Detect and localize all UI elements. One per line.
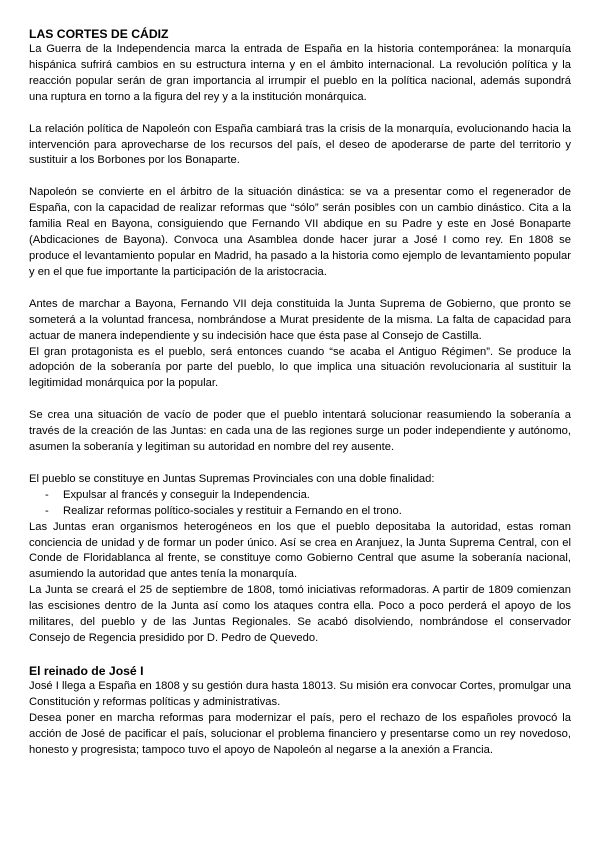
spacer	[29, 281, 571, 297]
spacer	[29, 647, 571, 664]
paragraph-pueblo-protagonista: El gran protagonista es el pueblo, será entonces cuando “se acaba el Antiguo Régimen”. Se produce la adopción de la soberanía por parte del pueblo, lo que implica una situación revolucionaria al sustituir la legitimidad monárquica por la popular.	[29, 345, 571, 390]
paragraph-jose-reformas: Desea poner en marcha reformas para modernizar el país, pero el rechazo de los españoles provocó la acción de José de pacificar el país, solucionar el problema financiero y presentarse como un rey novedoso, honesto y progresista; tampoco tuvo el apoyo de Napoleón al negarse a la anexión a Francia.	[29, 711, 571, 756]
section-heading-jose-i: El reinado de José I	[29, 663, 144, 678]
paragraph-junta-suprema: Antes de marchar a Bayona, Fernando VII deja constituida la Junta Suprema de Gobierno, que pronto se someterá a la voluntad francesa, nombrándose a Murat presidente de la misma. La falta de capacidad para actuar de manera independiente y su indecisión hace que ésta pase al Consejo de Castilla.	[29, 297, 571, 342]
spacer	[29, 169, 571, 185]
paragraph-juntas-provinciales: El pueblo se constituye en Juntas Supremas Provinciales con una doble finalidad:	[29, 472, 435, 485]
list-item: - Realizar reformas político-sociales y restituir a Fernando en el trono.	[45, 504, 571, 520]
goals-list	[29, 488, 571, 520]
paragraph-juntas-heterogeneas: Las Juntas eran organismos heterogéneos en los que el pueblo depositaba la autoridad, estas roman conciencia de unidad y de formar un poder único. Así se crea en Aranjuez, la Junta Suprema Central, con el Conde de Floridablanca al frente, se constituye como Gobierno Central que asume la soberanía nacional, asumiendo la autoridad que antes tenía la monarquía.	[29, 520, 571, 581]
spacer	[29, 456, 571, 472]
list-item: - Expulsar al francés y conseguir la Independencia.	[45, 488, 571, 504]
spacer	[29, 106, 571, 122]
paragraph-napoleon-arbiter: Napoleón se convierte en el árbitro de la situación dinástica: se va a presentar como el regenerador de España, con la capacidad de realizar reformas que “sólo” serán posibles con un cambio dinástico. Cita a la familia Real en Bayona, consiguiendo que Fernando VII abdique en su Padre y este en José Bonaparte (Abdicaciones de Bayona). Convoca una Asamblea donde hacer jurar a José I como rey. En 1808 se produce el levantamiento popular en Madrid, ha pasado a la historia como ejemplo de levantamiento popular y en el que fue importante la participación de la aristocracia.	[29, 186, 571, 278]
paragraph-junta-central: La Junta se creará el 25 de septiembre de 1808, tomó iniciativas reformadoras. A partir de 1809 comienzan las escisiones dentro de la Junta así como los ataques contra ella. Poco a poco perderá el apoyo de los militares, del pueblo y de las Juntas Regionales. Se acabó disolviendo, nombrándose el conservador Consejo de Regencia presidido por D. Pedro de Quevedo.	[29, 584, 571, 644]
paragraph-intro: La Guerra de la Independencia marca la entrada de España en la historia contemporánea: la monarquía hispánica sufrirá cambios en su estructura interna y en el ámbito internacional. La revolución política y la reacción popular serán de gran importancia al irrumpir el pueblo en la política nacional, además supondrá una ruptura en torno a la figura del rey y a la institución monárquica.	[29, 43, 571, 103]
paragraph-vacio-poder: Se crea una situación de vacío de poder que el pueblo intentará solucionar reasumiendo la soberanía a través de la creación de las Juntas: en cada una de las regiones surge un poder independiente y autónomo, asumen la soberanía y legitiman su autoridad en nombre del rey ausente.	[29, 409, 571, 454]
paragraph-napoleon-relation: La relación política de Napoleón con España cambiará tras la crisis de la monarquía, evolucionando hacia la intervención para aprovecharse de los recursos del país, el deseo de apoderarse de parte del territorio y sustituir a los Borbones por los Bonaparte.	[29, 122, 571, 167]
document-page	[29, 27, 571, 758]
document-title: LAS CORTES DE CÁDIZ	[29, 27, 169, 41]
spacer	[29, 392, 571, 408]
paragraph-jose-llegada: José I llega a España en 1808 y su gestión dura hasta 18013. Su misión era convocar Cortes, promulgar una Constitución y reformas políticas y administrativas.	[29, 679, 571, 708]
